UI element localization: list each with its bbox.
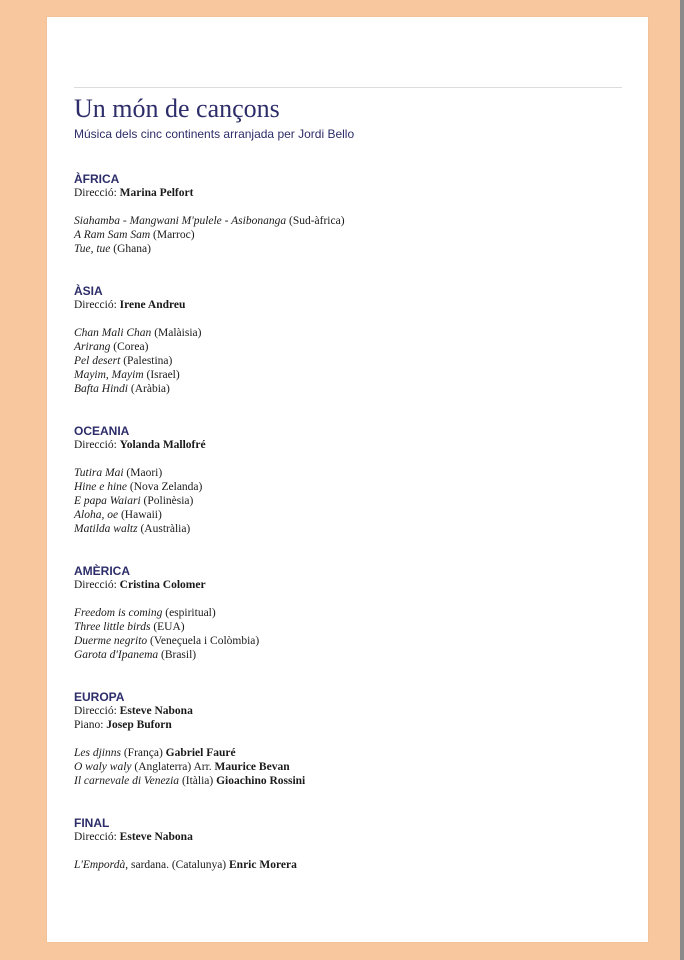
section-europa [74,690,634,788]
song-name: Siahamba - Mangwani M'pulele - Asibonanga [74,215,287,227]
song-origin: (Marroc) [153,229,195,241]
direction-line [74,578,634,592]
song-item [74,228,634,242]
song-item [74,648,634,662]
song-origin: (Corea) [113,341,149,353]
song-origin: (França) [123,747,163,759]
section-title: OCEANIA [74,424,130,438]
direction-line [74,298,634,312]
director-name: Esteve Nabona [119,705,193,717]
direction-label: Direcció: [74,831,117,843]
song-item [74,620,634,634]
song-name: O waly waly [74,761,132,773]
section-title: EUROPA [74,690,125,704]
song-origin: (Polinèsia) [143,495,194,507]
song-origin: (Malàisia) [154,327,202,339]
song-origin: (Ghana) [113,243,151,255]
direction-label: Direcció: [74,299,117,311]
song-origin: (EUA) [153,621,185,633]
song-item [74,606,634,620]
director-name: Cristina Colomer [119,579,206,591]
song-name: Les djinns [74,747,121,759]
song-origin: (Anglaterra) Arr. [134,761,212,773]
section-africa [74,172,634,256]
song-origin: (espiritual) [165,607,216,619]
song-name: Bafta Hindi [74,383,128,395]
song-item [74,760,634,774]
song-origin: (Austràlia) [140,523,191,535]
song-origin: (Palestina) [123,355,173,367]
direction-line [74,186,634,200]
song-item [74,634,634,648]
song-name: Mayim, Mayim [74,369,144,381]
song-item [74,382,634,396]
song-item [74,340,634,354]
section-asia [74,284,634,396]
song-name: Il carnevale di Venezia [74,775,180,787]
song-item [74,494,634,508]
director-name: Esteve Nabona [119,831,193,843]
song-origin: (Itàlia) [181,775,214,787]
program-subtitle: Música dels cinc continents arranjada per Jordi Bello [74,127,355,141]
director-name: Marina Pelfort [119,187,194,199]
song-origin: (Israel) [146,369,180,381]
direction-line [74,704,634,718]
section-title: ÀSIA [74,284,103,298]
piano-label: Piano: [74,719,104,731]
song-name: Matilda waltz [74,523,138,535]
top-divider [74,87,622,88]
song-name: Arirang [74,341,111,353]
song-origin: , sardana. (Catalunya) [125,859,227,871]
song-item [74,522,634,536]
song-item [74,746,634,760]
window-edge [680,0,684,960]
direction-line [74,830,634,844]
section-title: FINAL [74,816,110,830]
director-name: Yolanda Mallofré [119,439,206,451]
section-america [74,564,634,662]
song-name: Pel desert [74,355,121,367]
song-item [74,466,634,480]
song-item [74,214,634,228]
song-item [74,326,634,340]
direction-label: Direcció: [74,187,117,199]
composer-name: Enric Morera [229,859,297,871]
direction-label: Direcció: [74,579,117,591]
song-name: Freedom is coming [74,607,163,619]
song-item [74,480,634,494]
program-title: Un món de cançons [74,94,280,123]
song-origin: (Veneçuela i Colòmbia) [150,635,260,647]
section-title: ÀFRICA [74,172,120,186]
song-item [74,242,634,256]
song-name: Garota d'Ipanema [74,649,159,661]
song-item [74,858,634,872]
section-title: AMÈRICA [74,564,130,578]
song-name: Aloha, oe [74,509,119,521]
song-name: Tutira Mai [74,467,124,479]
song-name: Chan Mali Chan [74,327,152,339]
song-origin: (Maori) [126,467,163,479]
section-final [74,816,634,872]
direction-label: Direcció: [74,439,117,451]
song-name: E papa Waiari [74,495,141,507]
song-origin: (Sud-àfrica) [288,215,345,227]
song-name: Three little birds [74,621,151,633]
song-name: Duerme negrito [74,635,148,647]
song-origin: (Brasil) [161,649,197,661]
song-name: L'Empordà [74,859,126,871]
pianist-name: Josep Buforn [106,719,172,731]
program-page [47,17,648,942]
composer-name: Gabriel Fauré [165,747,236,759]
composer-name: Gioachino Rossini [216,775,306,787]
song-name: Tue, tue [74,243,111,255]
piano-line [74,718,634,732]
song-origin: (Hawaii) [120,509,162,521]
song-item [74,508,634,522]
director-name: Irene Andreu [119,299,186,311]
song-item [74,368,634,382]
direction-line [74,438,634,452]
song-name: Hine e hine [74,481,128,493]
song-item [74,774,634,788]
direction-label: Direcció: [74,705,117,717]
song-origin: (Nova Zelanda) [129,481,203,493]
song-name: A Ram Sam Sam [74,229,151,241]
composer-name: Maurice Bevan [214,761,290,773]
song-origin: (Aràbia) [130,383,170,395]
section-oceania [74,424,634,536]
song-item [74,354,634,368]
